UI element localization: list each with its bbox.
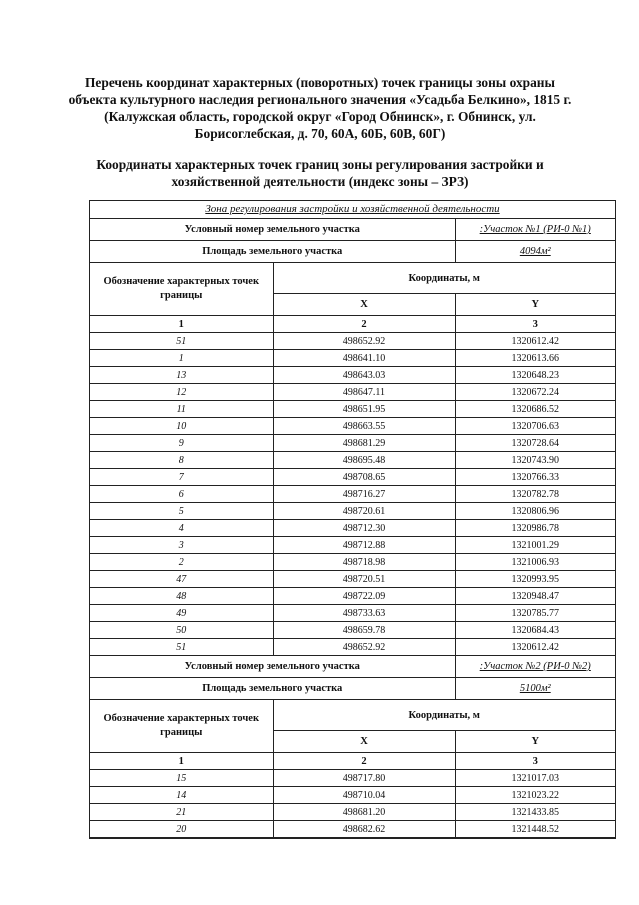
y-cell: 1320766.33 [455, 469, 615, 486]
table-row [90, 821, 615, 838]
table-row [90, 401, 615, 418]
point-cell: 9 [90, 435, 273, 452]
x-cell: 498716.27 [273, 486, 455, 503]
point-cell: 20 [90, 821, 273, 838]
coordinates-table-frame [89, 200, 616, 839]
parcel-number-row [90, 656, 615, 678]
table-row [90, 333, 615, 350]
y-cell: 1320743.90 [455, 452, 615, 469]
x-cell: 498695.48 [273, 452, 455, 469]
y-cell: 1321001.29 [455, 537, 615, 554]
column-number: 1 [90, 753, 273, 770]
y-cell: 1320684.43 [455, 622, 615, 639]
table-row [90, 588, 615, 605]
y-cell: 1320782.78 [455, 486, 615, 503]
y-cell: 1320613.66 [455, 350, 615, 367]
point-cell: 51 [90, 639, 273, 656]
point-cell: 50 [90, 622, 273, 639]
column-header-row [90, 263, 615, 294]
table-row [90, 520, 615, 537]
parcel-number-row [90, 219, 615, 241]
table-row [90, 639, 615, 656]
column-number-row [90, 316, 615, 333]
y-cell: 1320993.95 [455, 571, 615, 588]
x-cell: 498733.63 [273, 605, 455, 622]
y-header: Y [455, 731, 615, 753]
point-cell: 7 [90, 469, 273, 486]
x-header: X [273, 294, 455, 316]
y-cell: 1321433.85 [455, 804, 615, 821]
point-cell: 15 [90, 770, 273, 787]
document-subtitle: Координаты характерных точек границ зоны регулирования застройки и хозяйственной деятельности (индекс зоны – ЗРЗ) [96, 157, 544, 189]
y-cell: 1320806.96 [455, 503, 615, 520]
parcel-area-row [90, 241, 615, 263]
table-row [90, 486, 615, 503]
y-cell: 1320648.23 [455, 367, 615, 384]
table-row [90, 503, 615, 520]
y-cell: 1321017.03 [455, 770, 615, 787]
parcel-number-label: Условный номер земельного участка [90, 656, 455, 678]
point-cell: 21 [90, 804, 273, 821]
table-row [90, 367, 615, 384]
table-row [90, 787, 615, 804]
table-row [90, 418, 615, 435]
column-header-row [90, 700, 615, 731]
point-cell: 49 [90, 605, 273, 622]
point-cell: 13 [90, 367, 273, 384]
x-cell: 498681.20 [273, 804, 455, 821]
table-row [90, 452, 615, 469]
point-cell: 48 [90, 588, 273, 605]
x-cell: 498647.11 [273, 384, 455, 401]
point-cell: 14 [90, 787, 273, 804]
parcel-area-label: Площадь земельного участка [90, 241, 455, 263]
table-row [90, 350, 615, 367]
y-cell: 1320612.42 [455, 639, 615, 656]
x-cell: 498663.55 [273, 418, 455, 435]
x-cell: 498643.03 [273, 367, 455, 384]
coordinates-header: Координаты, м [273, 700, 615, 731]
y-cell: 1320948.47 [455, 588, 615, 605]
column-number: 1 [90, 316, 273, 333]
table-row [90, 554, 615, 571]
table-row [90, 435, 615, 452]
y-cell: 1321006.93 [455, 554, 615, 571]
point-cell: 3 [90, 537, 273, 554]
y-cell: 1320785.77 [455, 605, 615, 622]
table-row [90, 605, 615, 622]
parcel-number-value: :Участок №1 (РИ-0 №1) [455, 219, 615, 241]
y-cell: 1321023.22 [455, 787, 615, 804]
x-cell: 498712.88 [273, 537, 455, 554]
column-number: 3 [455, 316, 615, 333]
x-cell: 498717.80 [273, 770, 455, 787]
x-header: X [273, 731, 455, 753]
y-cell: 1320728.64 [455, 435, 615, 452]
parcel-number-value: :Участок №2 (РИ-0 №2) [455, 656, 615, 678]
point-cell: 11 [90, 401, 273, 418]
x-cell: 498722.09 [273, 588, 455, 605]
y-cell: 1320612.42 [455, 333, 615, 350]
point-cell: 47 [90, 571, 273, 588]
column-number: 2 [273, 316, 455, 333]
point-cell: 4 [90, 520, 273, 537]
x-cell: 498712.30 [273, 520, 455, 537]
table-row [90, 770, 615, 787]
parcel-area-row [90, 678, 615, 700]
y-cell: 1320686.52 [455, 401, 615, 418]
x-cell: 498652.92 [273, 333, 455, 350]
point-designation-header: Обозначение характерных точек границы [90, 263, 273, 316]
point-designation-header: Обозначение характерных точек границы [90, 700, 273, 753]
column-number: 2 [273, 753, 455, 770]
document-title: Перечень координат характерных (поворотных) точек границы зоны охраны объекта культурного наследия регионального значения «Усадьба Белкино», 1815 г. (Калужская область, городской округ «Город Обнинск», г. Обнинск, ул. Борисоглебская, д. 70, 60А, 60Б, 60В, 60Г) [68, 75, 572, 141]
parcel-area-value: 4094м² [455, 241, 615, 263]
table-row [90, 622, 615, 639]
y-cell: 1320706.63 [455, 418, 615, 435]
point-cell: 10 [90, 418, 273, 435]
coordinates-header: Координаты, м [273, 263, 615, 294]
point-cell: 6 [90, 486, 273, 503]
y-cell: 1321448.52 [455, 821, 615, 838]
x-cell: 498652.92 [273, 639, 455, 656]
parcel-area-label: Площадь земельного участка [90, 678, 455, 700]
x-cell: 498641.10 [273, 350, 455, 367]
point-cell: 2 [90, 554, 273, 571]
x-cell: 498651.95 [273, 401, 455, 418]
x-cell: 498708.65 [273, 469, 455, 486]
y-cell: 1320986.78 [455, 520, 615, 537]
table-row [90, 469, 615, 486]
column-number-row [90, 753, 615, 770]
zone-title: Зона регулирования застройки и хозяйственной деятельности [90, 201, 615, 219]
point-cell: 51 [90, 333, 273, 350]
x-cell: 498659.78 [273, 622, 455, 639]
table-row [90, 804, 615, 821]
point-cell: 1 [90, 350, 273, 367]
x-cell: 498720.61 [273, 503, 455, 520]
x-cell: 498681.29 [273, 435, 455, 452]
parcel-number-label: Условный номер земельного участка [90, 219, 455, 241]
x-cell: 498718.98 [273, 554, 455, 571]
point-cell: 8 [90, 452, 273, 469]
table-row [90, 571, 615, 588]
table-row [90, 537, 615, 554]
table-row [90, 384, 615, 401]
point-cell: 5 [90, 503, 273, 520]
x-cell: 498682.62 [273, 821, 455, 838]
y-cell: 1320672.24 [455, 384, 615, 401]
column-number: 3 [455, 753, 615, 770]
coordinates-table [90, 219, 615, 838]
point-cell: 12 [90, 384, 273, 401]
x-cell: 498710.04 [273, 787, 455, 804]
x-cell: 498720.51 [273, 571, 455, 588]
parcel-area-value: 5100м² [455, 678, 615, 700]
y-header: Y [455, 294, 615, 316]
